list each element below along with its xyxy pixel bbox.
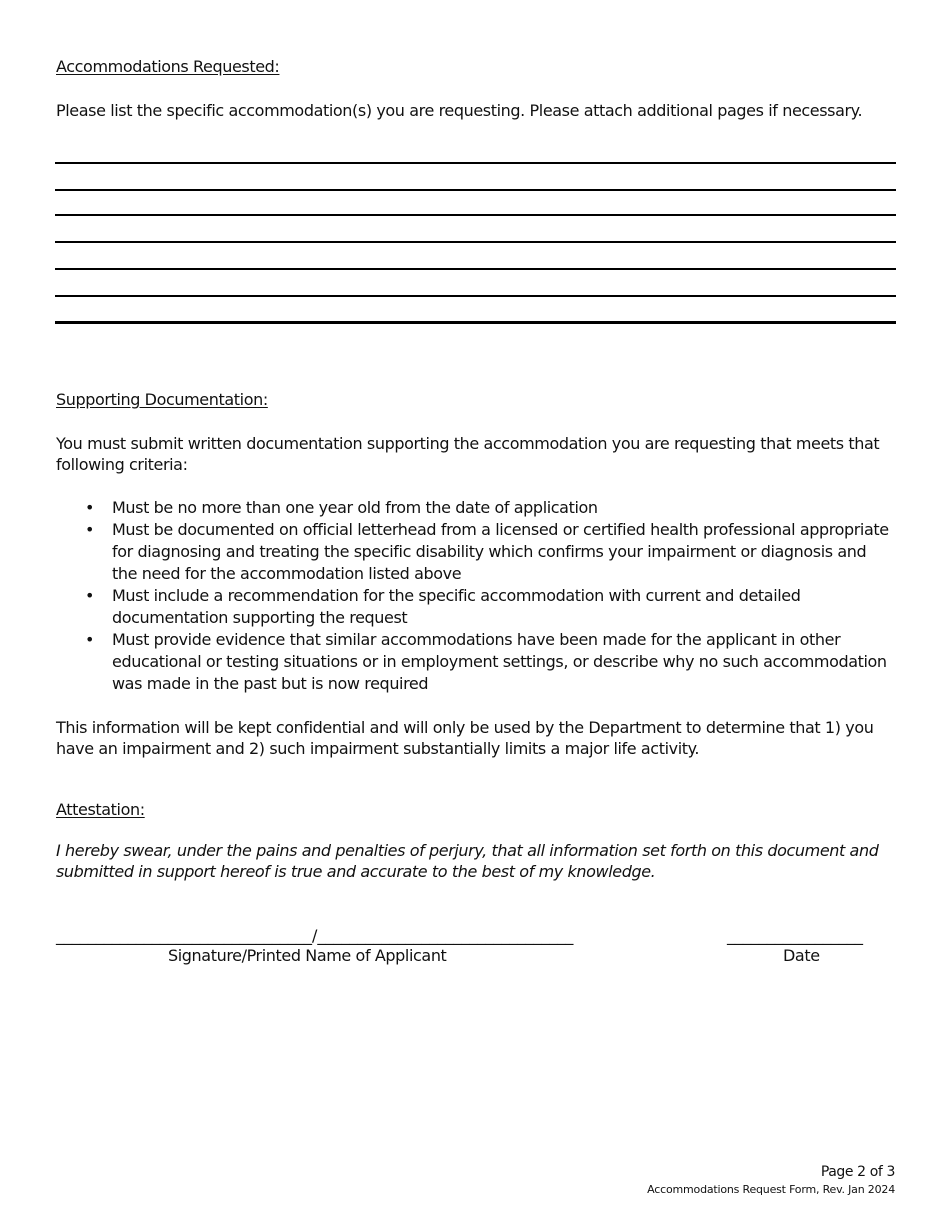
date-line[interactable]: _________________ — [727, 926, 863, 945]
accommodation-entry-line-5[interactable] — [55, 268, 896, 270]
date-label: Date — [783, 946, 820, 965]
page-number: Page 2 of 3 — [820, 1164, 895, 1180]
accommodation-entry-line-3[interactable] — [55, 214, 896, 216]
criteria-item: • Must be documented on official letterhead from a licensed or certified health professional appropriate for diagnosing and treating the specific disability which confirms your impairment or diagnosis and the need for the accommodation listed above — [56, 519, 896, 585]
accommodations-instruction: Please list the specific accommodation(s) you are requesting. Please attach additional pages if necessary. — [56, 101, 863, 120]
accommodation-entry-line-4[interactable] — [55, 241, 896, 243]
signature-line[interactable]: ________________________________/________________________________ — [56, 926, 574, 945]
supporting-documentation-heading: Supporting Documentation: — [56, 390, 268, 409]
accommodation-entry-line-6[interactable] — [55, 295, 896, 297]
criteria-item: • Must provide evidence that similar accommodations have been made for the applicant in other educational or testing situations or in employment settings, or describe why no such accommodation was made in the past but is now required — [56, 629, 896, 695]
criteria-item: • Must be no more than one year old from the date of application — [56, 497, 896, 519]
accommodation-entry-line-2[interactable] — [55, 189, 896, 191]
attestation-statement: I hereby swear, under the pains and penalties of perjury, that all information set forth on this document and submitted in support hereof is true and accurate to the best of my knowledge. — [56, 841, 879, 881]
form-revision: Accommodations Request Form, Rev. Jan 2024 — [647, 1183, 895, 1196]
accommodations-heading: Accommodations Requested: — [56, 57, 280, 76]
criteria-list — [56, 497, 896, 695]
supporting-intro: You must submit written documentation supporting the accommodation you are requesting that meets that following criteria: — [56, 434, 880, 474]
signature-label: Signature/Printed Name of Applicant — [168, 946, 447, 965]
confidentiality-note: This information will be kept confidential and will only be used by the Department to determine that 1) you have an impairment and 2) such impairment substantially limits a major life activity. — [56, 718, 874, 758]
criteria-item: • Must include a recommendation for the specific accommodation with current and detailed documentation supporting the request — [56, 585, 896, 629]
attestation-heading: Attestation: — [56, 800, 145, 819]
accommodation-entry-line-7[interactable] — [55, 321, 896, 324]
accommodation-entry-line-1[interactable] — [55, 162, 896, 164]
